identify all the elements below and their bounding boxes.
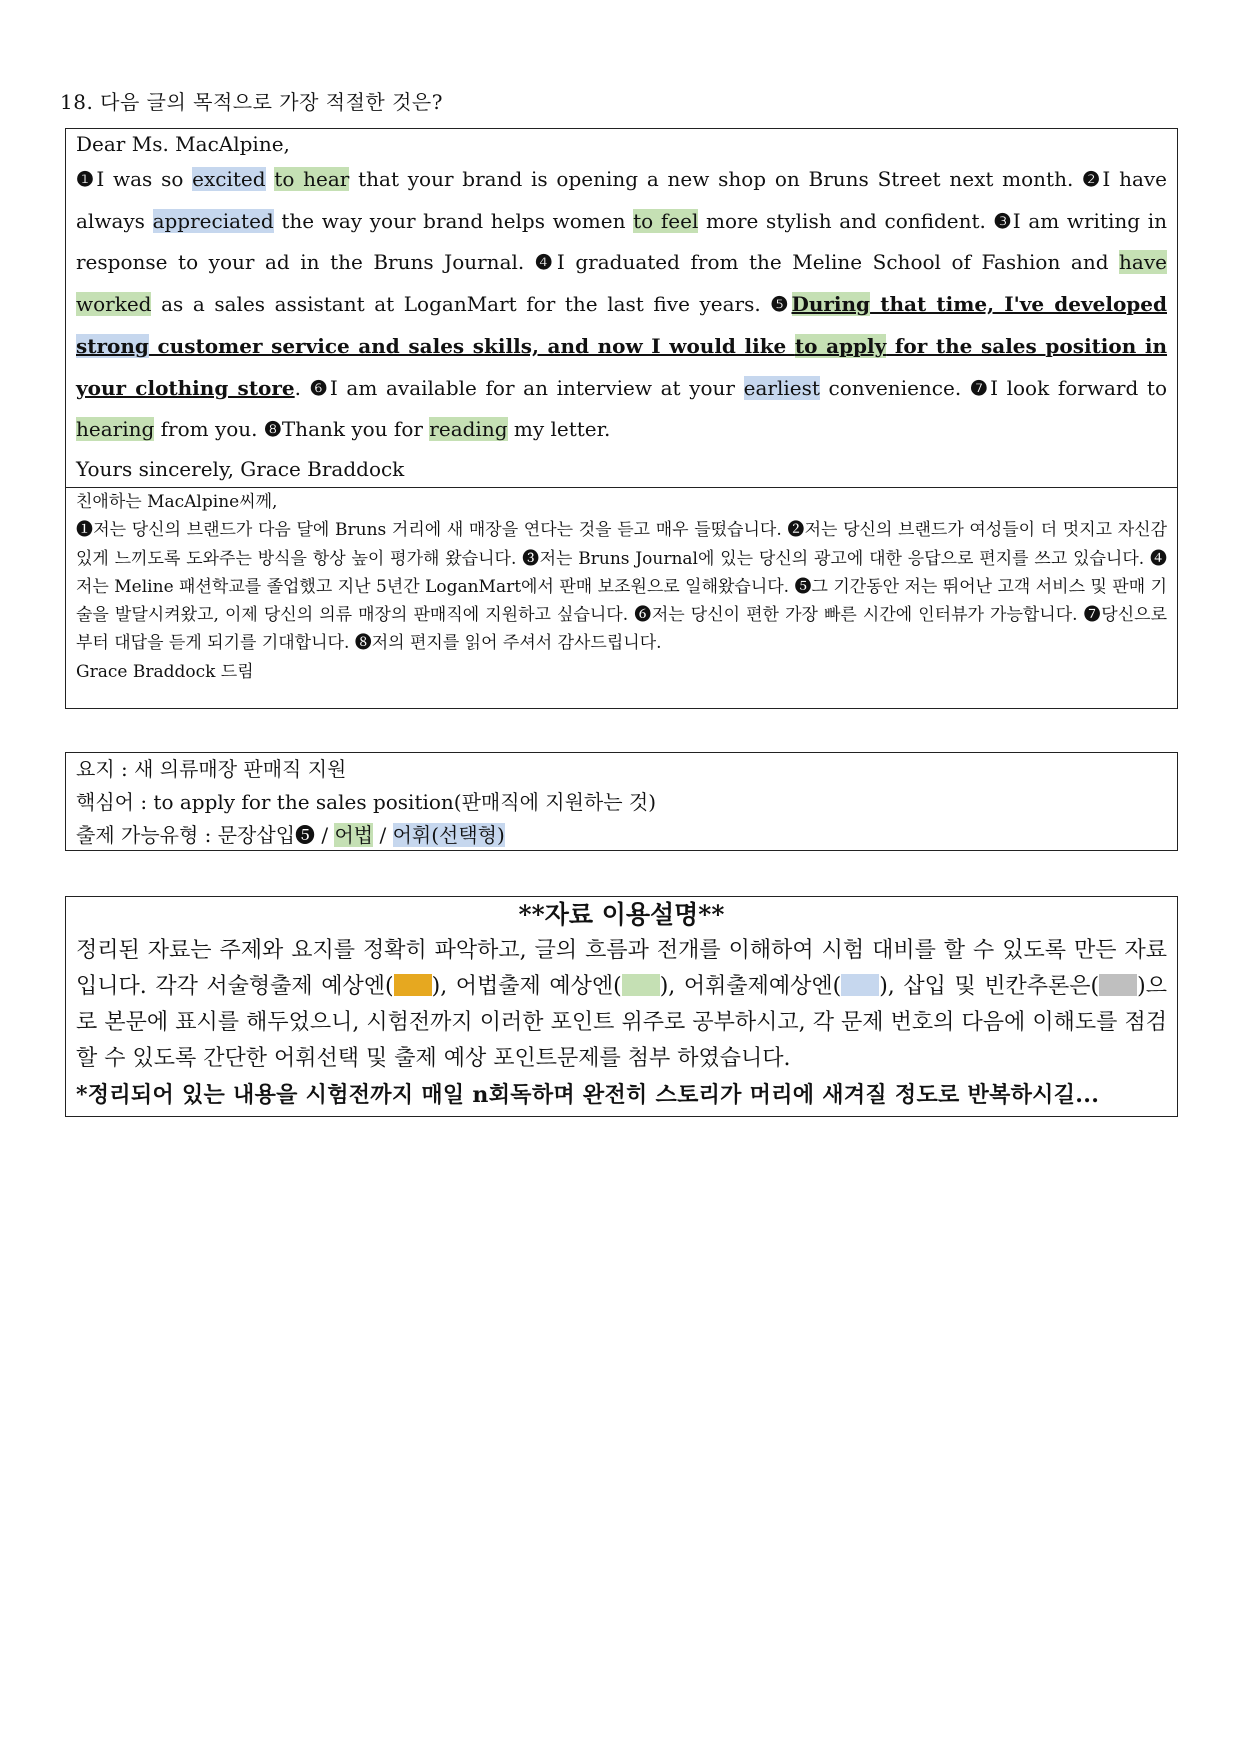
guide-body (76, 933, 1167, 1077)
key-sentence-highlight: strong (76, 333, 149, 358)
guide-text: 정리된 자료는 주제와 요지를 정확히 파악하고, 글의 흐름과 전개를 이해하여 시험 대비를 할 수 있도록 만든 자료입니다. 각각 서술형출제 예상엔( (76, 938, 1167, 999)
letter-translation (66, 488, 1177, 686)
text-run: that your brand is opening a new shop on Bruns Street next month. (349, 167, 1083, 191)
text-run: I am writing in response to your ad in the Bruns Journal. (76, 208, 1167, 275)
guide-text: ), 어휘출제예상엔( (659, 974, 842, 999)
grammar-highlight: to hear (274, 167, 350, 191)
grammar-highlight: reading (429, 417, 508, 442)
insertion-swatch (1099, 974, 1137, 996)
summary-box (65, 752, 1178, 851)
letter-box (65, 128, 1178, 709)
types-sep: / (315, 823, 335, 847)
grammar-highlight: to feel (633, 208, 699, 233)
vocab-highlight: excited (192, 167, 266, 191)
types-sep: / (373, 823, 393, 847)
grammar-swatch (622, 974, 660, 996)
vocab-highlight: earliest (743, 375, 820, 400)
guide-title: **자료 이용설명** (518, 900, 725, 929)
text-run: as a sales assistant at LoganMart for the last five years. (151, 292, 771, 317)
guide-text: ), 어법출제 예상엔( (431, 974, 622, 999)
letter-body (76, 159, 1167, 451)
key-sentence: that time, I've developed (870, 292, 1167, 317)
text-run: . (294, 375, 310, 400)
text-run: more stylish and confident. (698, 208, 994, 233)
text-run: from you. (154, 417, 264, 442)
sentence-number: ❻ (309, 375, 330, 400)
translation-body: ❶저는 당신의 브랜드가 다음 달에 Bruns 거리에 새 매장을 연다는 것을 듣고 매우 들떴습니다. ❷저는 당신의 브랜드가 여성들이 더 멋지고 자신감있게 느끼도록 도와주는 방식을 항상 높이 평가해 왔습니다. ❸저는 Bruns Journal에 있는 당신의 광고에 대한 응답으로 편지를 쓰고 있습니다. ❹저는 Meline 패션학교를 졸업했고 지난 5년간 LoganMart에서 판매 보조원으로 일해왔습니다. ❺그 기간동안 저는 뛰어난 고객 서비스 및 판매 기술을 발달시켜왔고, 이제 당신의 의류 매장의 판매직에 지원하고 싶습니다. ❻저는 당신이 편한 가장 빠른 시간에 인터뷰가 가능합니다. ❼당신으로부터 대답을 듣게 되기를 기대합니다. ❽저의 편지를 읽어 주셔서 감사드립니다. (76, 520, 1167, 654)
letter-english (66, 129, 1177, 487)
text-run: I was so (96, 167, 193, 191)
summary-types (76, 819, 1167, 852)
types-label: 출제 가능유형 : 문장삽입❺ (76, 823, 316, 847)
key-sentence: customer service and sales skills, and now I would like (148, 333, 795, 358)
vocab-swatch (841, 974, 879, 996)
sentence-number: ❺ (770, 292, 792, 317)
sentence-number: ❶ (76, 167, 97, 191)
grammar-highlight: hearing (76, 417, 155, 442)
translation-closing: Grace Braddock 드림 (76, 661, 254, 682)
letter-closing: Yours sincerely, Grace Braddock (76, 456, 405, 481)
text-run: Thank you for (281, 417, 430, 442)
text-run: I look forward to (990, 375, 1167, 400)
text-run: my letter. (507, 417, 611, 442)
sentence-number: ❹ (534, 250, 557, 275)
sentence-number: ❽ (263, 417, 282, 442)
sentence-number: ❼ (969, 375, 991, 400)
descriptive-swatch (394, 974, 432, 996)
text-run: I graduated from the Meline School of Fashion and (556, 250, 1120, 275)
translation-greeting: 친애하는 MacAlpine씨께, (76, 491, 278, 512)
summary-keyword: 핵심어 : to apply for the sales position(판매직에 지원하는 것) (76, 790, 657, 814)
question-title: 18. 다음 글의 목적으로 가장 적절한 것은? (60, 90, 443, 114)
summary-gist: 요지 : 새 의류매장 판매직 지원 (76, 757, 347, 781)
text-run: I have always (76, 167, 1168, 233)
type-grammar: 어법 (334, 823, 374, 847)
sentence-number: ❷ (1082, 167, 1103, 191)
guide-box (65, 896, 1178, 1117)
letter-greeting: Dear Ms. MacAlpine, (76, 132, 290, 156)
grammar-highlight: have worked (76, 250, 1167, 317)
text-run: convenience. (819, 375, 970, 400)
type-vocab: 어휘(선택형) (392, 823, 505, 847)
sentence-number: ❸ (993, 208, 1013, 233)
vocab-highlight: appreciated (152, 208, 274, 233)
key-sentence: for the sales position in your clothing store (76, 333, 1168, 400)
guide-text: ), 삽입 및 빈칸추론은( (879, 974, 1100, 999)
text-run (266, 167, 275, 191)
text-run: I am available for an interview at your (329, 375, 744, 400)
text-run: the way your brand helps women (273, 208, 634, 233)
guide-note: *정리되어 있는 내용을 시험전까지 매일 n회독하며 완전히 스토리가 머리에 새겨질 정도로 반복하시길... (76, 1082, 1100, 1108)
guide-text: )으로 본문에 표시를 해두었으니, 시험전까지 이러한 포인트 위주로 공부하시고, 각 문제 번호의 다음에 이해도를 점검 할 수 있도록 간단한 어휘선택 및 출제 예상 포인트문제를 첨부 하였습니다. (76, 974, 1167, 1071)
key-sentence-highlight: During (791, 292, 871, 317)
key-sentence-highlight: to apply (794, 333, 887, 358)
